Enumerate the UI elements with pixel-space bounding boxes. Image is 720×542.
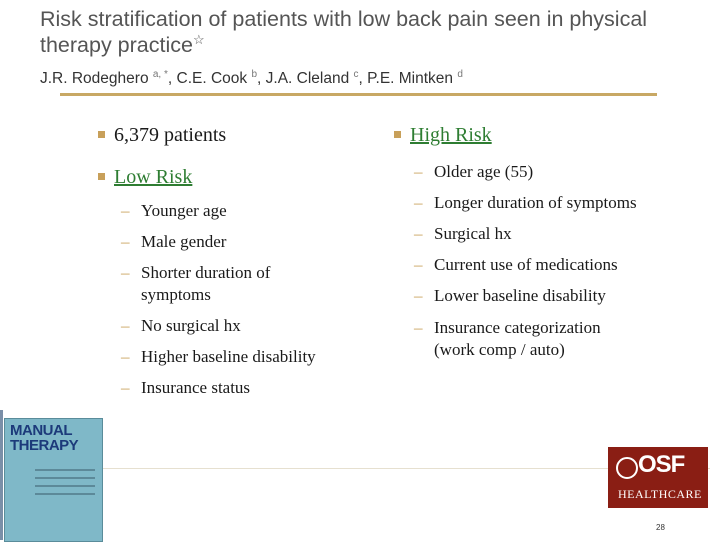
author-affiliation: c: [353, 69, 359, 80]
journal-cover-title-line-2: THERAPY: [10, 437, 79, 454]
patients-count: 6,379 patients: [114, 124, 227, 146]
osf-emblem-icon: [616, 457, 638, 479]
journal-cover-text-lines: [35, 469, 95, 501]
dash-icon: –: [121, 201, 130, 220]
author-name: J.R. Rodeghero: [40, 70, 149, 88]
osf-logo-subtext: HEALTHCARE: [618, 487, 702, 501]
author-affiliation: d: [457, 69, 463, 80]
dash-icon: –: [121, 316, 130, 335]
dash-icon: –: [414, 255, 423, 274]
dash-icon: –: [121, 263, 130, 282]
article-authors: J.R. Rodeghero $^{a, *}$, C.E. Cook $^b$, J.A. Cleland $^c$, P.E. Mintken $^d$: [40, 69, 463, 88]
author-affiliation: a, *: [152, 69, 168, 80]
square-bullet-icon: [394, 131, 401, 138]
journal-cover-image: [4, 418, 103, 542]
list-item-text: Shorter duration of: [141, 263, 271, 282]
journal-cover-title-line-1: MANUAL: [10, 422, 72, 439]
dash-icon: –: [121, 347, 130, 366]
author-name: P.E. Mintken: [367, 70, 454, 88]
low-risk-bullet: [98, 166, 192, 189]
article-title-line-1: Risk stratification of patients with low back pain seen in physical: [40, 7, 648, 31]
article-title-line-2-text: therapy practice: [40, 33, 193, 58]
star-icon: ☆: [192, 32, 205, 47]
square-bullet-icon: [98, 173, 105, 180]
list-item-text: Younger age: [141, 201, 227, 220]
dash-icon: –: [414, 286, 423, 305]
author-name: C.E. Cook: [176, 70, 248, 88]
high-risk-link[interactable]: High Risk: [410, 124, 492, 146]
list-item-text: Surgical hx: [434, 224, 512, 243]
square-bullet-icon: [98, 131, 105, 138]
list-item-text: No surgical hx: [141, 316, 241, 335]
list-item-text: Insurance status: [141, 378, 251, 397]
list-item-text: Male gender: [141, 232, 227, 251]
journal-cover-title: [10, 423, 78, 453]
list-item-text: Longer duration of symptoms: [434, 193, 637, 212]
list-item-text: Higher baseline disability: [141, 347, 316, 366]
osf-logo-text: OSF: [638, 451, 685, 478]
dash-icon: –: [414, 224, 423, 243]
author-name: J.A. Cleland: [265, 70, 350, 88]
list-item-text: symptoms: [141, 285, 211, 304]
dash-icon: –: [121, 378, 130, 397]
dash-icon: –: [121, 232, 130, 251]
dash-icon: –: [414, 162, 423, 181]
dash-icon: –: [414, 318, 423, 337]
left-accent-strip: [0, 410, 3, 540]
list-item-text: (work comp / auto): [434, 340, 565, 359]
right-column: [380, 0, 720, 420]
list-item-text: Insurance categorization: [434, 318, 601, 337]
patients-bullet: [98, 124, 226, 147]
high-risk-bullet: [394, 124, 492, 147]
dash-icon: –: [414, 193, 423, 212]
left-column: [0, 0, 380, 420]
list-item-text: Older age (55): [434, 162, 534, 181]
page-number: 28: [656, 523, 665, 532]
list-item-text: Lower baseline disability: [434, 286, 606, 305]
osf-healthcare-logo: [608, 447, 708, 508]
list-item-text: Current use of medications: [434, 255, 618, 274]
low-risk-link[interactable]: Low Risk: [114, 166, 193, 188]
author-affiliation: b: [251, 69, 258, 80]
